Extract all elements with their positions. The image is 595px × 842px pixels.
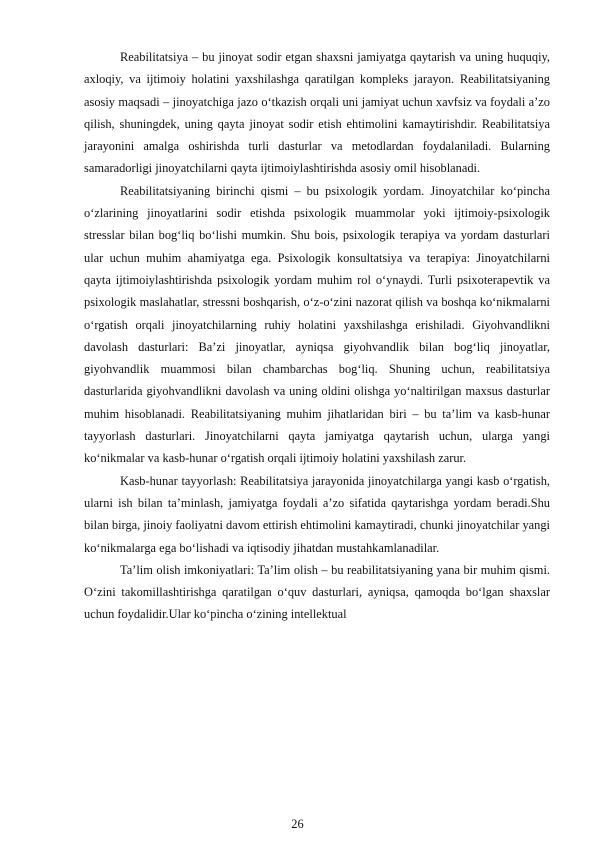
paragraph-rehabilitation-definition: Reabilitatsiya – bu jinoyat sodir etgan shaxsni jamiyatga qaytarish va uning huquqiy, axloqiy, va ijtimoiy holatini yaxshilashga qaratilgan kompleks jarayon. Reabilitatsiyaning asosiy maqsadi – jinoyatchiga jazo o‘tkazish orqali uni jamiyat uchun xavfsiz va foydali a’zo qilish, shuningdek, uning qayta jinoyat sodir etish ehtimolini kamaytirishdir. Reabilitatsiya jarayonini amalga oshirishda turli dasturlar va metodlardan foydalaniladi. Bularning samaradorligi jinoyatchilarni qayta ijtimoiylashtirishda asosiy omil hisoblanadi. — [84, 50, 550, 176]
paragraph-education-opportunities: Ta’lim olish imkoniyatlari: Ta’lim olish – bu reabilitatsiyaning yana bir muhim qismi. O‘zini takomillashtirishga qaratilgan o‘quv dasturlari, ayniqsa, qamoqda bo‘lgan shaxslar uchun foydalidir.Ular ko‘pincha o‘zining intellektual — [84, 562, 550, 622]
paragraph-psychological-help: Reabilitatsiyaning birinchi qismi – bu psixologik yordam. Jinoyatchilar ko‘pincha o‘zlarining jinoyatlarini sodir etishda psixologik muammolar yoki ijtimoiy-psixologik stresslar bilan bog‘liq bo‘lishi mumkin. Shu bois, psixologik terapiya va yordam dasturlari ular uchun muhim ahamiyatga ega. Psixologik konsultatsiya va terapiya: Jinoyatchilarni qayta ijtimoiylashtirishda psixologik yordam muhim rol o‘ynaydi. Turli psixoterapevtik va psixologik maslahatlar, stressni boshqarish, o‘z-o‘zini nazorat qilish va boshqa ko‘nikmalarni o‘rgatish orqali jinoyatchilarning ruhiy holatini yaxshilashga erishiladi. Giyohvandlikni davolash dasturlari: Ba’zi jinoyatlar, ayniqsa giyohvandlik bilan bog‘liq jinoyatlar, giyohvandlik muammosi bilan chambarchas bog‘liq. Shuning uchun, reabilitatsiya dasturlarida giyohvandlikni davolash va uning oldini olishga yo‘naltirilgan maxsus dasturlar muhim hisoblanadi. Reabilitatsiyaning muhim jihatlaridan biri – bu ta’lim va kasb-hunar tayyorlash dasturlari. Jinoyatchilarni qayta jamiyatga qaytarish uchun, ularga yangi ko‘nikmalar va kasb-hunar o‘rgatish orqali ijtimoiy holatini yaxshilash zarur. — [84, 183, 550, 466]
page-number: 26 — [291, 817, 304, 831]
paragraph-vocational-training: Kasb-hunar tayyorlash: Reabilitatsiya jarayonida jinoyatchilarga yangi kasb o‘rgatish, ularni ish bilan ta’minlash, jamiyatga foydali a’zo sifatida qaytarishga yordam beradi.Shu bilan birga, jinoiy faoliyatni davom ettirish ehtimolini kamaytiradi, chunki jinoyatchilar yangi ko‘nikmalarga ega bo‘lishadi va iqtisodiy jihatdan mustahkamlanadilar. — [84, 473, 550, 555]
body-text — [84, 46, 550, 626]
